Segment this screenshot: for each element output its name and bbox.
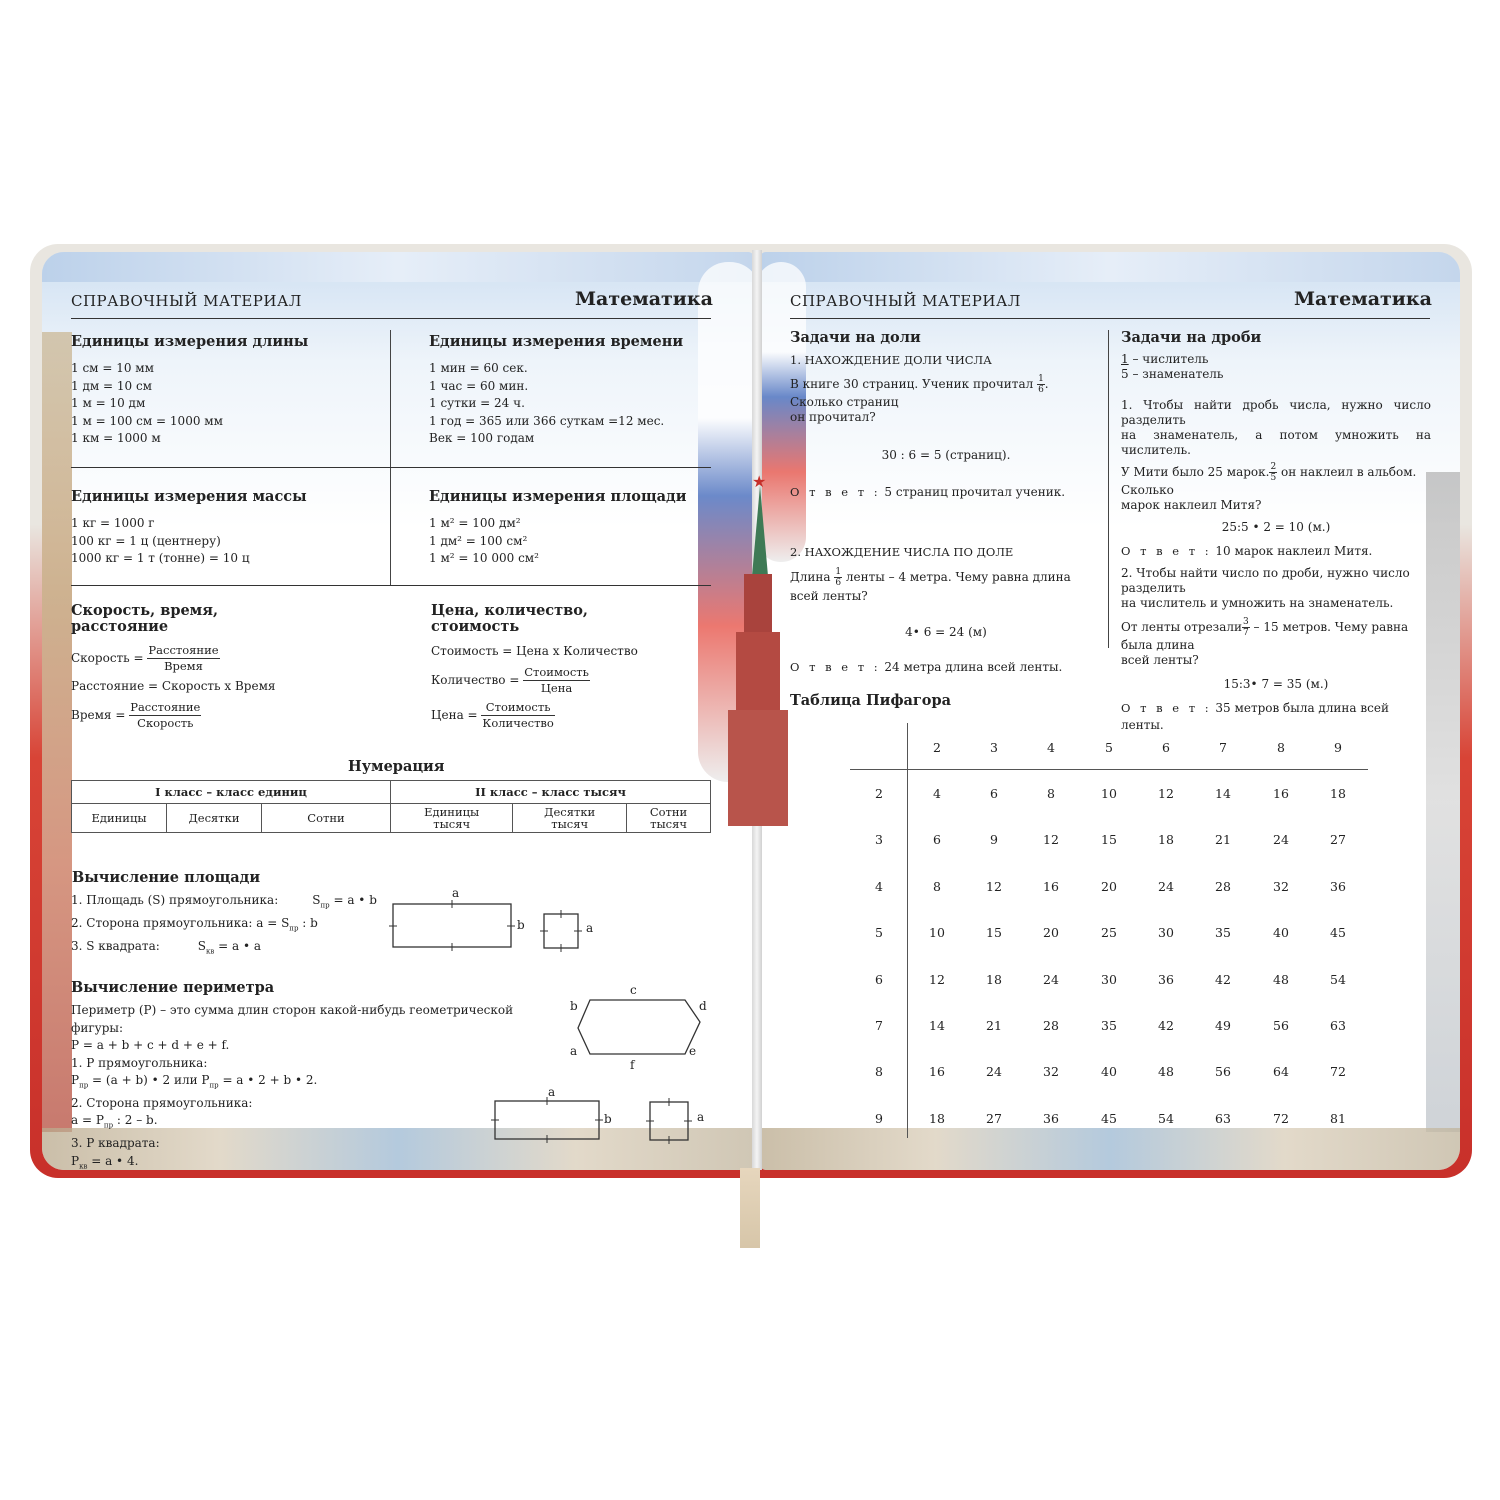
subscript: пр	[103, 1121, 114, 1130]
formula	[431, 700, 711, 731]
text-line: он прочитал?	[790, 409, 876, 424]
numerator: Стоимость	[524, 664, 589, 679]
list-item: Век = 100 годам	[429, 431, 535, 445]
formula	[71, 892, 391, 915]
denominator: Количество	[482, 715, 554, 730]
legend-text: – знаменатель	[1132, 367, 1224, 381]
table-cell: Сотни	[262, 804, 391, 833]
list-item: 1 кг = 1000 г	[71, 516, 155, 530]
sky-band	[760, 252, 1460, 282]
formula-symbol: a = P	[71, 1113, 104, 1128]
subscript: кв	[206, 947, 215, 956]
pythagoras-cell: 35	[1215, 925, 1231, 941]
subsection-title: 1. НАХОЖДЕНИЕ ДОЛИ ЧИСЛА	[790, 353, 992, 367]
pythagoras-header-cell: 7	[1219, 740, 1227, 755]
pythagoras-cell: 9	[990, 832, 998, 848]
pythagoras-cell: 4	[933, 786, 941, 801]
problem-text	[790, 374, 1102, 425]
pythagoras-cell: 20	[1101, 878, 1117, 894]
pythagoras-cell: 63	[1215, 1110, 1231, 1126]
list-item: 1 м = 100 см = 1000 мм	[71, 413, 223, 428]
answer-label: О т в е т :	[790, 660, 881, 674]
pythagoras-cell: 24	[1043, 971, 1059, 987]
calculation: 4• 6 = 24 (м)	[905, 624, 987, 639]
problem-text	[790, 567, 1102, 606]
pythagoras-cell: 16	[1043, 878, 1059, 894]
subscript: пр	[209, 1081, 219, 1090]
list-item: 1 дм² = 100 см²	[429, 533, 528, 548]
numeration-table	[71, 780, 711, 833]
table-cell: II класс – класс тысяч	[391, 781, 711, 804]
numerator: 3	[1242, 617, 1249, 627]
pythagoras-side-rule	[907, 723, 908, 1138]
pythagoras-cell: 14	[1215, 786, 1231, 801]
pythagoras-row-header: 9	[875, 1110, 883, 1126]
page-header-right: Математика	[575, 288, 713, 310]
pythagoras-header-cell: 8	[1277, 740, 1285, 755]
perim-square-label-a: a	[697, 1110, 705, 1124]
title-line: Цена, количество,	[431, 602, 588, 619]
list-item: 1 см = 10 мм	[71, 361, 154, 375]
time-units-section	[429, 333, 683, 448]
text-line: на знаменатель, а потом умножить на числитель.	[1121, 428, 1431, 457]
text-line: марок наклеил Митя?	[1121, 498, 1262, 512]
text-line: Периметр (P) – это сумма длин сторон какой-нибудь геометрической фигуры:	[71, 1003, 514, 1035]
calculation: 15:3• 7 = 35 (м.)	[1223, 677, 1329, 691]
pythagoras-cell: 24	[1158, 878, 1174, 894]
formula-rest: : 2 – b.	[113, 1113, 158, 1128]
formula-rest: = a • b	[329, 893, 377, 907]
cell-line: тысяч	[650, 817, 687, 831]
text-line: В книге 30 страниц. Ученик прочитал	[790, 376, 1034, 391]
formula-rest: = (a + b) • 2 или P	[88, 1073, 210, 1087]
pythagoras-cell: 18	[1158, 832, 1174, 848]
denominator: 7	[1242, 628, 1249, 638]
pythagoras-cell: 72	[1273, 1110, 1289, 1126]
rule-text	[1121, 398, 1431, 458]
pythagoras-cell: 10	[1101, 786, 1117, 801]
section-title	[431, 603, 711, 635]
list-item: 1 км = 1000 м	[71, 431, 161, 445]
pythagoras-row-header: 6	[875, 971, 883, 987]
text-line: P = a + b + c + d + e + f.	[71, 1038, 230, 1052]
table-cell: Единицы	[72, 804, 167, 833]
title-line: стоимость	[431, 618, 520, 635]
fraction	[1037, 374, 1045, 395]
pythagoras-cell: 30	[1158, 925, 1174, 941]
section-title: Задачи на доли	[790, 329, 921, 346]
pythagoras-cell: 12	[1158, 786, 1174, 801]
cell-line: Единицы	[424, 805, 480, 819]
answer-label: О т в е т :	[790, 485, 881, 499]
pythagoras-row-header: 5	[875, 925, 883, 941]
subscript: пр	[289, 924, 299, 933]
fraction	[523, 665, 590, 696]
denominator: 5	[1270, 473, 1277, 483]
pythagoras-cell: 12	[1043, 832, 1059, 848]
text-line: всей ленты?	[1121, 653, 1199, 667]
formula-text: 1. Площадь (S) прямоугольника:	[71, 893, 279, 907]
perim-rect-label-a: a	[548, 1085, 556, 1099]
pythagoras-cell: 40	[1273, 925, 1289, 941]
denominator: Цена	[540, 680, 573, 695]
subsection-title: 2. НАХОЖДЕНИЕ ЧИСЛА ПО ДОЛЕ	[790, 544, 1014, 559]
list-item: 1 час = 60 мин.	[429, 378, 529, 393]
numerator: Стоимость	[481, 700, 554, 716]
text-line: на числитель и умножить на знаменатель.	[1121, 596, 1394, 610]
formula-lhs: Цена =	[431, 707, 478, 722]
price-section	[431, 603, 711, 731]
formula-lhs: Время =	[71, 707, 126, 722]
formula-expr	[197, 938, 262, 956]
table-row	[72, 804, 711, 833]
formula	[71, 915, 391, 938]
pythagoras-cell: 35	[1101, 1018, 1117, 1033]
pythagoras-cell: 54	[1158, 1110, 1174, 1126]
formula-rest: = a • 2 + b • 2.	[218, 1073, 318, 1087]
title-line: Скорость, время,	[71, 602, 219, 619]
title-line: расстояние	[71, 618, 169, 635]
rect-label-b: b	[517, 918, 525, 932]
perimeter-formulas	[71, 1002, 551, 1176]
page-header-right: Математика	[1294, 288, 1432, 310]
list-item: 1 сутки = 24 ч.	[429, 396, 525, 410]
time-units-list	[429, 360, 683, 448]
decorative-edge-image	[1426, 472, 1460, 1132]
legend-numerator	[1121, 352, 1431, 367]
pythagoras-cell: 8	[933, 878, 941, 894]
pythagoras-cell: 45	[1101, 1110, 1117, 1126]
formula	[71, 1153, 551, 1176]
denominator: Скорость	[137, 715, 194, 730]
pythagoras-cell: 63	[1330, 1018, 1346, 1033]
formula-symbol: S	[312, 893, 321, 907]
text-line: – 15 метров. Чему равна была длина	[1121, 620, 1409, 652]
problem-text	[1121, 617, 1431, 668]
answer-text: 24 метра длина всей ленты.	[884, 660, 1063, 674]
area-diagram	[388, 884, 608, 956]
fractions-section	[1121, 329, 1431, 735]
pythagoras-cell: 16	[1273, 786, 1289, 801]
pythagoras-cell: 16	[929, 1064, 945, 1080]
formula-lhs: Скорость =	[71, 651, 144, 665]
speed-section	[71, 603, 371, 731]
formula-symbol: P	[71, 1073, 80, 1087]
pythagoras-header-cell: 3	[990, 740, 998, 755]
subscript: кв	[79, 1162, 88, 1171]
pythagoras-header-cell: 5	[1105, 740, 1113, 755]
pythagoras-cell: 27	[986, 1110, 1002, 1126]
subscript: пр	[320, 901, 330, 910]
sky-band	[42, 252, 754, 282]
fraction	[1269, 462, 1277, 483]
formula: Расстояние = Скорость х Время	[71, 679, 276, 693]
text-line: 1. Чтобы найти дробь числа, нужно число разделить	[1121, 398, 1431, 427]
answer-label: О т в е т :	[1121, 700, 1212, 715]
hex-label-b: b	[570, 999, 578, 1013]
formula: Стоимость = Цена х Количество	[431, 644, 638, 658]
perimeter-rect-diagram	[490, 1094, 710, 1146]
denominator: Время	[164, 659, 203, 673]
mass-units-list	[71, 515, 307, 568]
length-units-list	[71, 360, 308, 448]
pythagoras-cell: 21	[1215, 832, 1231, 848]
numerator: Расстояние	[148, 643, 219, 657]
pythagoras-cell: 42	[1215, 971, 1231, 987]
text-line: Длина	[790, 570, 831, 584]
fraction	[129, 700, 201, 731]
fraction	[834, 567, 842, 588]
pythagoras-cell: 21	[986, 1018, 1002, 1033]
cell-line: тысяч	[433, 817, 471, 831]
column-divider	[1108, 330, 1109, 648]
section-title: Задачи на дроби	[1121, 329, 1262, 346]
answer-text: 5 страниц прочитал ученик.	[884, 485, 1066, 499]
formula-symbol: S	[197, 938, 207, 953]
text-line: ленты – 4 метра. Чему равна длина всей ленты?	[790, 570, 1071, 603]
pythagoras-cell: 36	[1043, 1110, 1059, 1126]
page-header-left: СПРАВОЧНЫЙ МАТЕРИАЛ	[71, 292, 302, 310]
pythagoras-cell: 10	[929, 925, 945, 941]
page-header-left: СПРАВОЧНЫЙ МАТЕРИАЛ	[790, 292, 1021, 310]
section-title: Единицы измерения площади	[429, 488, 687, 505]
text-line: 1. P прямоугольника:	[71, 1055, 208, 1070]
pythagoras-cell: 12	[929, 971, 945, 987]
table-cell: I класс – класс единиц	[72, 781, 391, 804]
pythagoras-cell: 28	[1215, 878, 1231, 894]
fraction-legend	[1121, 352, 1431, 382]
pythagoras-cell: 18	[986, 971, 1002, 987]
grid-divider	[71, 467, 711, 468]
pythagoras-cell: 81	[1330, 1110, 1346, 1126]
pythagoras-row-header: 8	[875, 1064, 883, 1080]
grid-divider	[71, 585, 711, 586]
text-line: У Мити было 25 марок.	[1121, 465, 1270, 479]
pythagoras-cell: 15	[1101, 832, 1117, 848]
pythagoras-cell: 49	[1215, 1018, 1231, 1033]
hex-label-c: c	[630, 983, 637, 997]
numerator: 2	[1270, 462, 1277, 472]
formula-expr	[312, 893, 377, 910]
formula-rest: = a • a	[214, 938, 262, 953]
header-rule	[71, 318, 711, 319]
digit: 1	[1121, 352, 1129, 366]
pythagoras-header-cell: 6	[1162, 740, 1170, 755]
formula	[71, 1072, 551, 1095]
subscript: пр	[79, 1081, 89, 1090]
answer	[790, 659, 1102, 677]
perim-rect-label-b: b	[604, 1112, 612, 1126]
answer	[790, 484, 1102, 502]
answer	[1121, 700, 1431, 735]
answer-text: 10 марок наклеил Митя.	[1215, 543, 1373, 558]
answer	[1121, 543, 1431, 561]
pythagoras-cell: 8	[1047, 786, 1055, 801]
pythagoras-header-cell: 2	[933, 740, 941, 755]
pythagoras-cell: 28	[1043, 1018, 1059, 1033]
list-item: 1 м² = 100 дм²	[429, 516, 521, 530]
fraction	[147, 643, 219, 674]
cell-line: тысяч	[551, 817, 589, 831]
text-line: 3. P квадрата:	[71, 1136, 160, 1151]
table-cell: Десятки	[167, 804, 262, 833]
pythagoras-cell: 45	[1330, 925, 1346, 941]
denominator: 6	[1038, 384, 1044, 395]
pythagoras-cell: 18	[929, 1110, 945, 1126]
pythagoras-row-header: 2	[875, 786, 883, 801]
mass-units-section	[71, 488, 307, 568]
formula	[71, 643, 371, 674]
table-row	[72, 781, 711, 804]
numerator: Расстояние	[130, 699, 201, 714]
area-units-section	[429, 488, 686, 568]
pythagoras-cell: 36	[1330, 878, 1346, 894]
area-calc-formulas	[71, 892, 391, 961]
answer-label: О т в е т :	[1121, 543, 1212, 558]
pythagoras-cell: 12	[986, 878, 1002, 894]
area-units-list	[429, 515, 686, 568]
list-item: 1 м = 10 дм	[71, 396, 146, 410]
bookmark-ribbon[interactable]	[740, 1168, 760, 1248]
pythagoras-cell: 42	[1158, 1018, 1174, 1033]
hex-label-e: e	[689, 1044, 697, 1058]
formula	[71, 1112, 551, 1135]
pythagoras-cell: 48	[1158, 1064, 1174, 1080]
list-item: 1 м² = 10 000 см²	[429, 551, 539, 565]
header-rule	[790, 318, 1430, 319]
star-icon: ★	[752, 472, 767, 491]
text-line: . Сколько страниц	[790, 376, 1049, 409]
pythagoras-cell: 56	[1273, 1018, 1289, 1033]
pythagoras-cell: 18	[1330, 786, 1346, 801]
pythagoras-header-rule	[850, 769, 1368, 770]
fraction	[481, 700, 554, 731]
kremlin-tower-image	[718, 472, 798, 826]
area-calc-title: Вычисление площади	[72, 869, 261, 886]
problem-text	[1121, 462, 1431, 513]
calculation: 30 : 6 = 5 (страниц).	[881, 447, 1011, 462]
pythagoras-header-cell: 9	[1334, 740, 1342, 755]
hex-label-f: f	[630, 1058, 635, 1072]
section-title	[71, 603, 371, 635]
table-cell	[513, 804, 627, 833]
pythagoras-cell: 64	[1273, 1064, 1289, 1080]
formula	[431, 665, 711, 696]
city-skyline-band	[760, 1128, 1460, 1170]
pythagoras-cell: 14	[929, 1018, 945, 1033]
formula-rest: = a • 4.	[87, 1153, 139, 1168]
formula-rest: : b	[298, 915, 318, 930]
formula-symbol: P	[71, 1153, 80, 1168]
text-line: 2. Сторона прямоугольника:	[71, 1095, 253, 1110]
rule-text	[1121, 566, 1431, 611]
pythagoras-cell: 25	[1101, 925, 1117, 941]
section-title: Единицы измерения времени	[429, 333, 684, 350]
numerator: 1	[1038, 373, 1044, 384]
list-item: 1000 кг = 1 т (тонне) = 10 ц	[71, 551, 250, 565]
pythagoras-row-header: 7	[875, 1018, 883, 1033]
cell-line: Сотни	[649, 805, 688, 819]
text-line: От ленты отрезали	[1121, 620, 1242, 634]
formula-text: 3. S квадрата:	[71, 938, 160, 953]
pythagoras-cell: 48	[1273, 971, 1289, 987]
pythagoras-cell: 24	[986, 1064, 1002, 1080]
pythagoras-cell: 27	[1330, 832, 1346, 848]
pythagoras-cell: 36	[1158, 971, 1174, 987]
pythagoras-cell: 40	[1101, 1064, 1117, 1080]
list-item: 1 дм = 10 см	[71, 378, 152, 393]
perimeter-title: Вычисление периметра	[71, 979, 275, 996]
text-line: он наклеил в альбом. Сколько	[1121, 465, 1417, 497]
grid-divider	[390, 330, 391, 586]
list-item: 100 кг = 1 ц (центнеру)	[71, 533, 221, 548]
pythagoras-title: Таблица Пифагора	[790, 692, 952, 709]
rect-label-a: a	[452, 886, 460, 900]
table-cell	[627, 804, 711, 833]
formula	[71, 700, 371, 731]
decorative-edge-image	[42, 332, 72, 1132]
section-title: Единицы измерения длины	[71, 333, 309, 350]
legend-denominator	[1121, 367, 1431, 382]
pythagoras-cell: 54	[1330, 971, 1346, 987]
denominator: 6	[835, 578, 842, 588]
square-label-a: a	[586, 921, 594, 935]
section-title: Единицы измерения массы	[71, 488, 307, 505]
hex-label-d: d	[699, 999, 707, 1013]
cell-line: Десятки	[544, 805, 596, 819]
pythagoras-cell: 15	[986, 925, 1002, 941]
pythagoras-cell: 6	[933, 832, 941, 848]
digit: 5	[1121, 367, 1129, 381]
formula	[71, 938, 391, 961]
answer-text: 35 метров была длина всей ленты.	[1121, 700, 1389, 732]
numerator: 1	[835, 567, 842, 577]
legend-text: – числитель	[1132, 352, 1209, 366]
formula-lhs: Количество =	[431, 672, 520, 687]
pythagoras-row-header: 3	[875, 832, 883, 848]
pythagoras-cell: 30	[1101, 971, 1117, 987]
pythagoras-row-header: 4	[875, 878, 883, 894]
table-cell	[391, 804, 513, 833]
text-line: 2. Чтобы найти число по дроби, нужно число разделить	[1121, 566, 1410, 595]
pythagoras-cell: 6	[990, 786, 998, 801]
pythagoras-cell: 32	[1273, 878, 1289, 894]
length-units-section	[71, 333, 308, 448]
pythagoras-cell: 56	[1215, 1064, 1231, 1080]
formula-text: 2. Сторона прямоугольника: a = S	[71, 915, 290, 930]
numeration-title: Нумерация	[348, 758, 445, 775]
calculation: 25:5 • 2 = 10 (м.)	[1221, 520, 1331, 534]
list-item: 1 год = 365 или 366 суткам =12 мес.	[429, 413, 665, 428]
fraction	[1242, 617, 1250, 638]
hex-label-a: a	[570, 1044, 578, 1058]
pythagoras-cell: 24	[1273, 832, 1289, 848]
pythagoras-header-cell: 4	[1047, 740, 1055, 755]
pythagoras-cell: 72	[1330, 1064, 1346, 1080]
list-item: 1 мин = 60 сек.	[429, 361, 528, 375]
shares-section	[790, 329, 1102, 677]
pythagoras-cell: 20	[1043, 925, 1059, 941]
pythagoras-cell: 32	[1043, 1064, 1059, 1080]
